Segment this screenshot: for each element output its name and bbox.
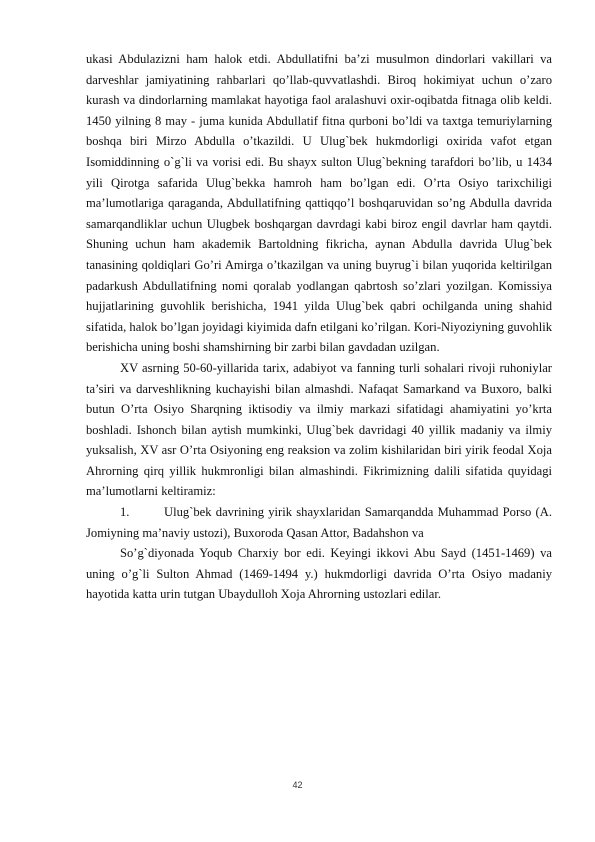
document-body	[86, 49, 552, 605]
paragraph-2: XV asrning 50-60-yillarida tarix, adabiyot va fanning turli sohalari rivoji ruhoniylar ta’siri va darveshlikning kuchayishi bilan almashdi. Nafaqat Samarkand va Buxoro, balki butun O’rta Osiyo Sharqning iktisodiy va ilmiy markazi sifatidagi ahamiyatini yo’krta boshladi. Ishonch bilan aytish mumkinki, Ulug`bek davridagi 40 yillik madaniy va ilmiy yuksalish, XV asr O’rta Osiyoning eng reaksion va zolim kishilaridan biri yirik feodal Xoja Ahrorning qirq yillik hukmronligi bilan almashindi. Fikrimizning dalili sifatida quyidagi ma’lumotlarni keltiramiz:	[86, 360, 552, 499]
list-item-number: 1.	[120, 505, 130, 520]
paragraph-1: ukasi Abdulazizni ham halok etdi. Abdullatifni ba’zi musulmon dindorlari vakillari va darveshlar jamiyatining rahbarlari qo’llab-quvvatlashdi. Biroq hokimiyat uchun o’zaro kurash va dindorlarning mamlakat hayotiga faol aralashuvi oxir-oqibatda fitnaga olib keldi. 1450 yilning 8 may - juma kunida Abdullatif fitna qurboni bo’ldi va taxtga temuriylarning boshqa biri Mirzo Abdulla o’tkazildi. U Ulug`bek hukmdorligi oxirida vafot etgan Isomiddinning o`g`li va vorisi edi. Bu shayx sulton Ulug`bekning tarafdori bo’lib, u 1434 yili Qirotga safarida Ulug`bekka hamroh ham bo’lgan edi. O’rta Osiyo tarixchiligi ma’lumotlariga qaraganda, Abdullatifning qattiqqo’l boshqaruvidan so’ng Abdulla davrida samarqandliklar uchun Ulugbek boshqargan davrdagi kabi biroz engil davrlar ham qaytdi. Shuning uchun ham akademik Bartoldning fikricha, aynan Abdulla davrida Ulug`bek tanasining qoldiqlari Go’ri Amirga o’tkazilgan va uning buyrug`i bilan yuqorida keltirilgan padarkush Abdullatifning nomi qoralab yodlangan qabrtosh so’zlari yozilgan. Komissiya hujjatlarining guvohlik berishicha, 1941 yilda Ulug`bek qabri ochilganda uning shahid sifatida, halok bo’lgan joyidagi kiyimida dafn etilgani ko’rilgan. Kori-Niyoziyning guvohlik berishicha uning boshi shamshirning bir zarbi bilan gavdadan uzilgan.	[86, 52, 552, 355]
paragraph-3: So’g`diyonada Yoqub Charxiy bor edi. Keyingi ikkovi Abu Sayd (1451-1469) va uning o’g`li Sulton Ahmad (1469-1494 y.) hukmdorligi davrida O’rta Osiyo madaniy hayotida katta urin tutgan Ubaydulloh Xoja Ahrorning ustozlari edilar.	[86, 546, 552, 602]
list-item-1	[86, 502, 552, 543]
page-number: 42	[292, 780, 303, 790]
list-item-text: Ulug`bek davrining yirik shayxlaridan Samarqandda Muhammad Porso (A. Jomiyning ma’naviy ustozi), Buxoroda Qasan Attor, Badahshon va	[86, 505, 552, 540]
